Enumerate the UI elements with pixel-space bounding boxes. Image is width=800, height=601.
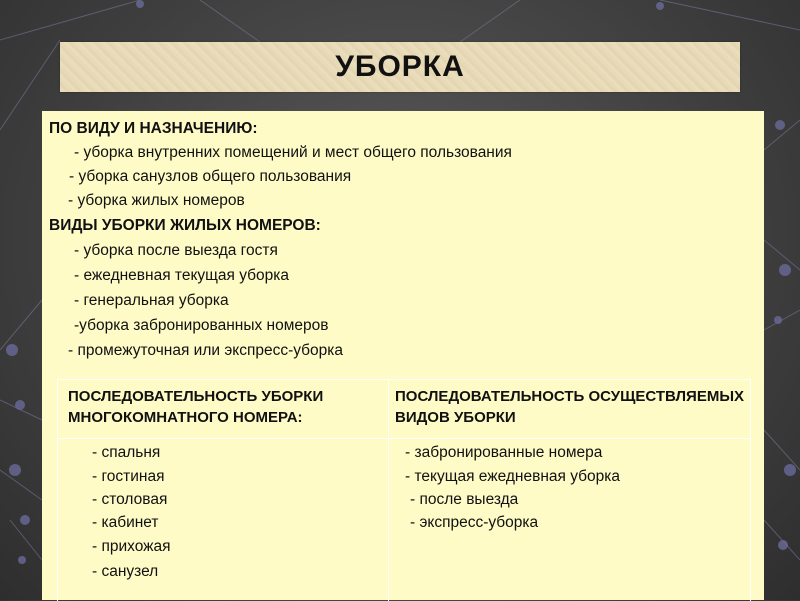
right-cell-item: - забронированные номера xyxy=(405,444,603,461)
right-cell-item: - текущая ежедневная уборка xyxy=(405,468,621,485)
list-item: - генеральная уборка xyxy=(74,292,229,309)
heading-by-purpose: ПО ВИДУ И НАЗНАЧЕНИЮ: xyxy=(49,120,258,137)
left-cell-item: - спальня xyxy=(92,444,161,461)
list-item: - ежедневная текущая уборка xyxy=(74,267,290,284)
column-divider xyxy=(388,380,389,601)
list-item: - уборка жилых номеров xyxy=(68,192,245,209)
left-cell-item: - прихожая xyxy=(92,538,171,555)
left-cell-item: - столовая xyxy=(92,491,168,508)
list-item: - уборка внутренних помещений и мест общего пользования xyxy=(74,144,512,161)
left-cell-item: - санузел xyxy=(92,563,159,580)
content-panel xyxy=(42,111,764,600)
sequence-table xyxy=(57,379,751,601)
right-cell-item: - экспресс-уборка xyxy=(410,514,539,531)
heading-room-cleaning-types: ВИДЫ УБОРКИ ЖИЛЫХ НОМЕРОВ: xyxy=(49,217,321,234)
table-header-right: ПОСЛЕДОВАТЕЛЬНОСТЬ ОСУЩЕСТВЛЯЕМЫХ ВИДОВ УБОРКИ xyxy=(395,388,745,426)
slide-title: УБОРКА xyxy=(335,50,465,83)
right-cell-item: - после выезда xyxy=(410,491,519,508)
list-item: - промежуточная или экспресс-уборка xyxy=(68,342,344,359)
table-header-left: ПОСЛЕДОВАТЕЛЬНОСТЬ УБОРКИ МНОГОКОМНАТНОГО НОМЕРА: xyxy=(68,388,324,426)
left-cell-item: - кабинет xyxy=(92,514,159,531)
list-item: - уборка санузлов общего пользования xyxy=(69,168,352,185)
left-cell-item: - гостиная xyxy=(92,468,165,485)
title-bar xyxy=(60,42,740,92)
list-item: - уборка после выезда гостя xyxy=(74,242,278,259)
list-item: -уборка забронированных номеров xyxy=(74,317,329,334)
header-divider xyxy=(58,438,750,439)
